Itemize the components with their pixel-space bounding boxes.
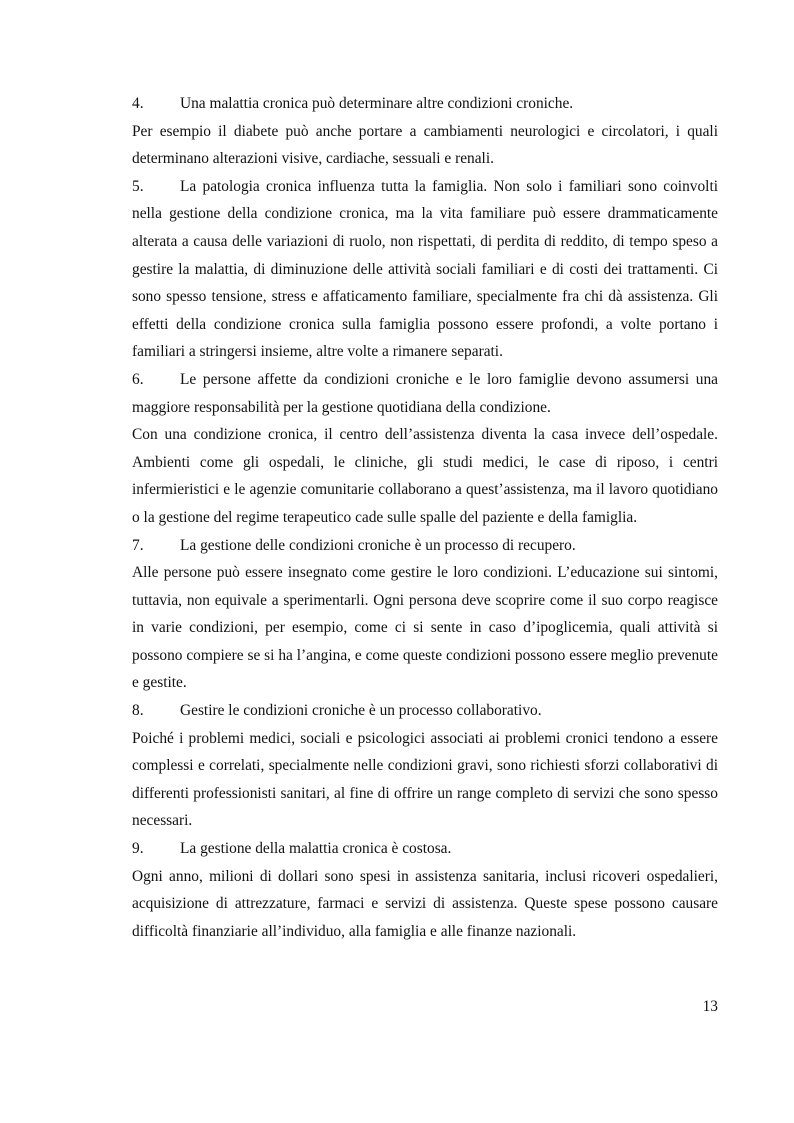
item-heading-text: La patologia cronica influenza tutta la famiglia. Non solo i familiari sono coinvolti nella gestione della condizione cronica, ma la vita familiare può essere drammaticamente alterata a causa delle variazioni di ruolo, non rispettati, di perdita di reddito, di tempo speso a gestire la malattia, di diminuzione delle attività sociali familiari e di costi dei trattamenti. Ci sono spesso tensione, stress e affaticamento familiare, specialmente fra chi dà assistenza. Gli effetti della condizione cronica sulla famiglia possono essere profondi, a volte portano i familiari a stringersi insieme, altre volte a rimanere separati. bbox=[132, 177, 718, 361]
item-body: Con una condizione cronica, il centro dell’assistenza diventa la casa invece dell’ospedale. Ambienti come gli ospedali, le cliniche, gli studi medici, le case di riposo, i centri infermieristici e le agenzie comunitarie collaborano a quest’assistenza, ma il lavoro quotidiano o la gestione del regime terapeutico cade sulle spalle del paziente e della famiglia. bbox=[132, 426, 718, 526]
item-body: Ogni anno, milioni di dollari sono spesi in assistenza sanitaria, inclusi ricoveri ospedalieri, acquisizione di attrezzature, farmaci e servizi di assistenza. Queste spese possono causare difficoltà finanziarie all’individuo, alla famiglia e alle finanze nazionali. bbox=[132, 867, 718, 940]
list-item-4 bbox=[132, 90, 718, 173]
item-number: 5. bbox=[132, 177, 144, 195]
item-heading bbox=[132, 835, 718, 863]
item-body: Per esempio il diabete può anche portare a cambiamenti neurologici e circolatori, i quali determinano alterazioni visive, cardiache, sessuali e renali. bbox=[132, 122, 718, 168]
item-heading bbox=[132, 366, 718, 421]
page-body bbox=[132, 90, 718, 945]
item-heading bbox=[132, 90, 718, 118]
item-heading-text: Gestire le condizioni croniche è un processo collaborativo. bbox=[180, 702, 542, 720]
item-heading-text: La gestione della malattia cronica è costosa. bbox=[180, 840, 452, 858]
item-body: Poiché i problemi medici, sociali e psicologici associati ai problemi cronici tendono a essere complessi e correlati, specialmente nelle condizioni gravi, sono richiesti sforzi collaborativi di differenti professionisti sanitari, al fine di offrire un range completo di servizi che sono spesso necessari. bbox=[132, 729, 718, 830]
item-heading-text: Le persone affette da condizioni croniche e le loro famiglie devono assumersi una maggiore responsabilità per la gestione quotidiana della condizione. bbox=[132, 370, 718, 416]
item-number: 9. bbox=[132, 840, 144, 858]
item-heading bbox=[132, 697, 718, 725]
item-heading bbox=[132, 532, 718, 560]
list-item-6 bbox=[132, 366, 718, 532]
item-number: 7. bbox=[132, 536, 144, 554]
list-item-7 bbox=[132, 532, 718, 698]
item-body: Alle persone può essere insegnato come gestire le loro condizioni. L’educazione sui sintomi, tuttavia, non equivale a sperimentarli. Ogni persona deve scoprire come il suo corpo reagisce in varie condizioni, per esempio, come ci si sente in caso d’ipoglicemia, quali attività si possono compiere se si ha l’angina, e come queste condizioni possono essere meglio prevenute e gestite. bbox=[132, 564, 718, 692]
page-number: 13 bbox=[702, 998, 718, 1015]
item-number: 8. bbox=[132, 702, 144, 720]
list-item-8 bbox=[132, 697, 718, 835]
list-item-5 bbox=[132, 173, 718, 366]
item-heading-text: La gestione delle condizioni croniche è un processo di recupero. bbox=[180, 536, 576, 554]
item-heading bbox=[132, 173, 718, 366]
item-number: 4. bbox=[132, 95, 144, 112]
item-heading-text: Una malattia cronica può determinare altre condizioni croniche. bbox=[180, 95, 574, 112]
item-number: 6. bbox=[132, 370, 144, 388]
list-item-9 bbox=[132, 835, 718, 945]
